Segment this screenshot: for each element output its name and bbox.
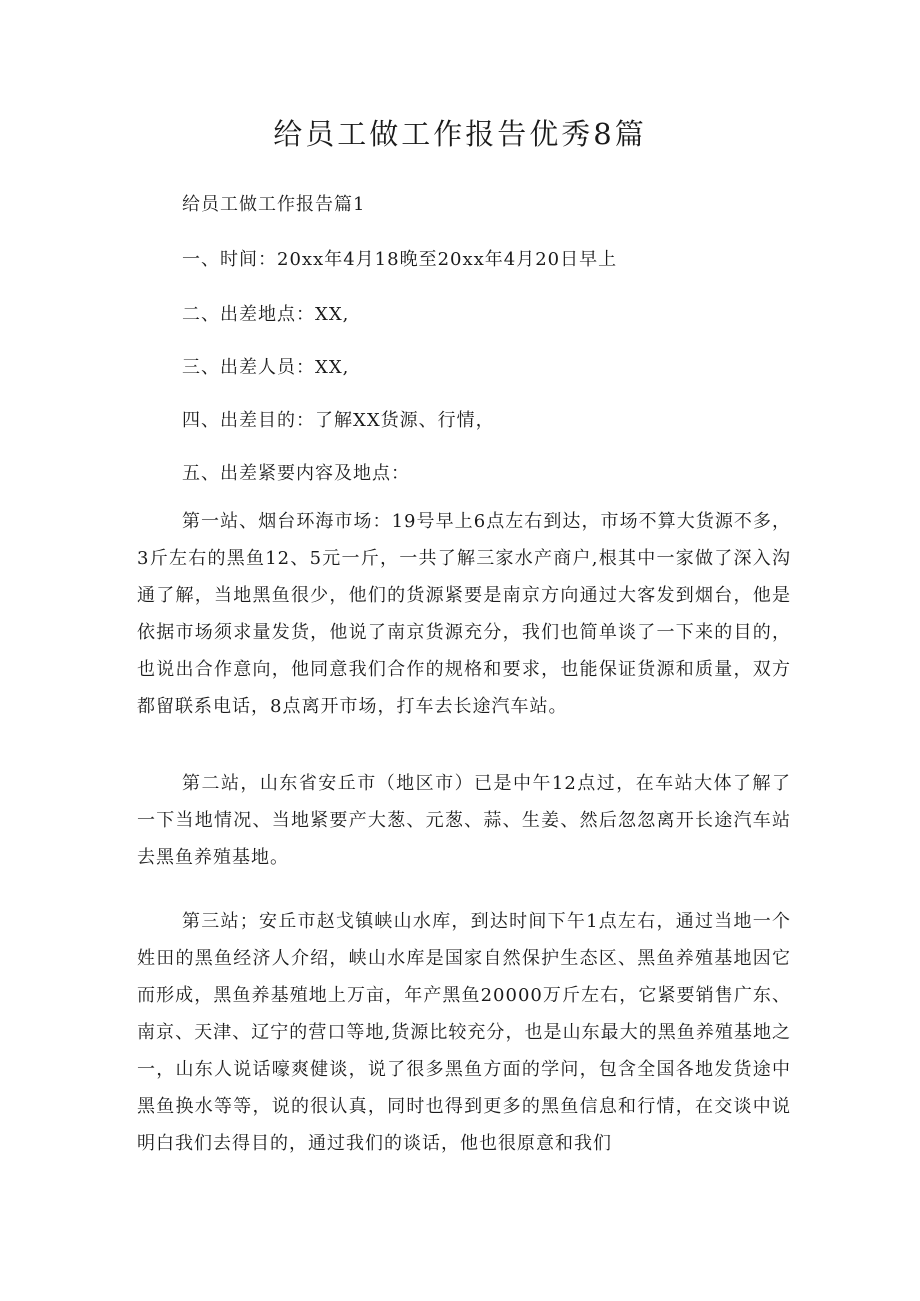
section-heading: 给员工做工作报告篇1 [182, 194, 366, 215]
document-title: 给员工做工作报告优秀8篇 [273, 117, 647, 151]
item-purpose: 四、出差目的：了解XX货源、行情， [182, 410, 495, 431]
paragraph-third-stop: 第三站；安丘市赵戈镇峡山水库，到达时间下午1点左右，通过当地一个姓田的黑鱼经济人介绍，峡山水库是国家自然保护生态区、黑鱼养殖基地因它而形成，黑鱼养基殖地上万亩，年产黑鱼20000万斤左右，它紧要销售广东、南京、天津、辽宁的营口等地,货源比较充分，也是山东最大的黑鱼养殖基地之一，山东人说话嚎爽健谈，说了很多黑鱼方面的学问，包含全国各地发货途中黑鱼换水等等，说的很认真，同时也得到更多的黑鱼信息和行情，在交谈中说明白我们去得目的，通过我们的谈话，他也很原意和我们 [137, 911, 791, 1154]
item-time: 一、时间：20xx年4月18晚至20xx年4月20日早上 [182, 249, 618, 270]
paragraph-first-stop: 第一站、烟台环海市场：19号早上6点左右到达，市场不算大货源不多，3斤左右的黑鱼12、5元一斤，一共了解三家水产商户,根其中一家做了深入沟通了解，当地黑鱼很少，他们的货源紧要是南京方向通过大客发到烟台，他是依据市场须求量发货，他说了南京货源充分，我们也简单谈了一下来的目的，也说出合作意向，他同意我们合作的规格和要求，也能保证货源和质量，双方都留联系电话，8点离开市场，打车去长途汽车站。 [137, 511, 791, 717]
item-content-heading: 五、出差紧要内容及地点： [182, 463, 410, 484]
paragraph-second-stop: 第二站，山东省安丘市（地区市）已是中午12点过，在车站大体了解了一下当地情况、当地紧要产大葱、元葱、蒜、生姜、然后忽忽离开长途汽车站去黑鱼养殖基地。 [137, 773, 791, 868]
item-location: 二、出差地点：XX, [182, 304, 350, 325]
item-personnel: 三、出差人员：XX, [182, 357, 350, 378]
